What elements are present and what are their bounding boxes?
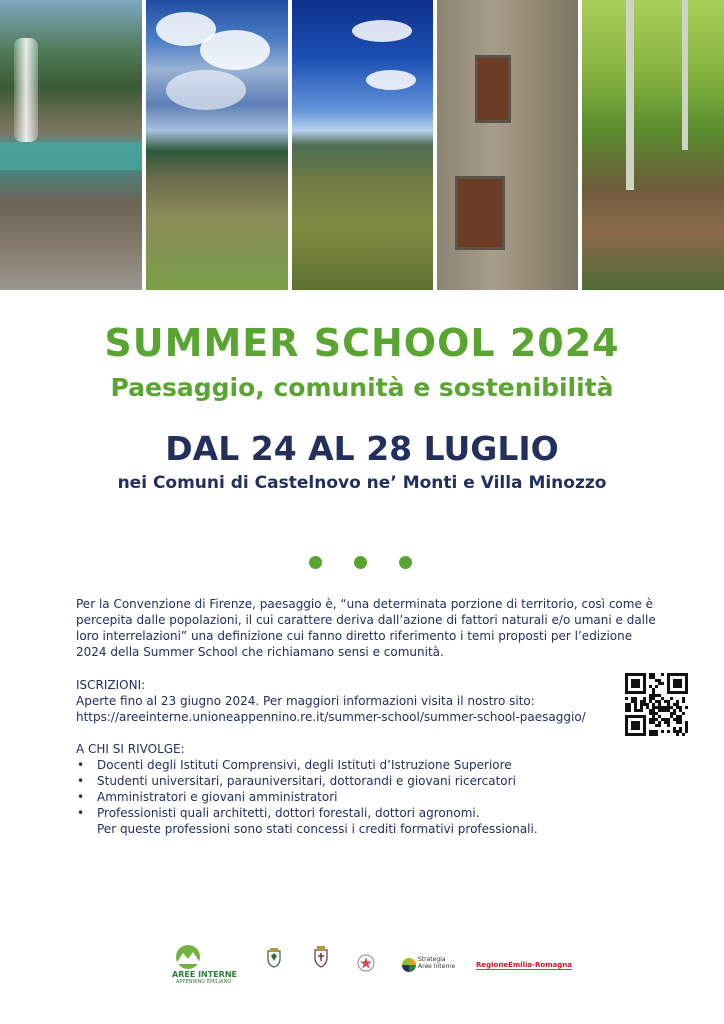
comune-castelnovo-crest-icon	[266, 948, 282, 968]
registration-link[interactable]: https://areeinterne.unioneappennino.re.it/summer-school/summer-school-paesaggio/	[76, 710, 586, 724]
divider-dots	[309, 556, 412, 569]
event-location: nei Comuni di Castelnovo ne’ Monti e Villa Minozzo	[117, 473, 607, 493]
event-dates: DAL 24 AL 28 LUGLIO	[165, 429, 559, 468]
aree-interne-subtitle: APPENNINO EMILIANO	[176, 979, 232, 985]
comune-villa-minozzo-crest-icon	[313, 946, 329, 966]
list-item: • Professionisti quali architetti, dottori forestali, dottori agronomi.	[76, 805, 656, 821]
strategia-aree-interne-logo	[402, 957, 416, 971]
strategia-line2: Aree Interne	[418, 963, 456, 970]
audience-list	[76, 757, 656, 821]
strategia-line1: Strategia	[418, 956, 446, 963]
registration-label: ISCRIZIONI:	[76, 678, 146, 692]
audience-label: A CHI SI RIVOLGE:	[76, 742, 185, 756]
audience-section	[76, 741, 656, 837]
list-item: • Studenti universitari, parauniversitari, dottorandi e giovani ricercatori	[76, 773, 656, 789]
waterfall-photo	[0, 0, 142, 290]
registration-section	[76, 677, 596, 725]
strategia-text	[418, 956, 455, 970]
horses-clouds-photo	[146, 0, 288, 290]
divider-dot	[354, 556, 367, 569]
page-subtitle: Paesaggio, comunità e sostenibilità	[110, 373, 614, 402]
divider-dot	[399, 556, 412, 569]
forest-photo	[582, 0, 724, 290]
photo-strip	[0, 0, 724, 290]
repubblica-emblem-icon	[357, 954, 373, 974]
regione-emilia-romagna-logo: RegioneEmilia-Romagna	[476, 961, 572, 969]
qr-code[interactable]	[625, 673, 688, 736]
aree-interne-logo	[168, 944, 208, 970]
list-item: • Amministratori e giovani amministratori	[76, 789, 656, 805]
registration-text: Aperte fino al 23 giugno 2024. Per maggiori informazioni visita il nostro sito:	[76, 694, 535, 708]
sponsor-logos	[0, 942, 724, 992]
mountain-ridge-photo	[292, 0, 433, 290]
divider-dot	[309, 556, 322, 569]
stone-tower-photo	[437, 0, 578, 290]
page-title: SUMMER SCHOOL 2024	[104, 321, 620, 365]
credits-note: Per queste professioni sono stati concessi i crediti formativi professionali.	[97, 822, 538, 836]
list-item: • Docenti degli Istituti Comprensivi, degli Istituti d’Istruzione Superiore	[76, 757, 656, 773]
intro-paragraph: Per la Convenzione di Firenze, paesaggio è, “una determinata porzione di territorio, così come è percepita dalle popolazioni, il cui carattere deriva dall’azione di fattori naturali e/o umani e dalle loro interrelazioni” una definizione cui fanno diretto riferimento i temi proposti per l’edizione 2024 della Summer School che richiamano sensi e comunità.	[76, 597, 656, 659]
aree-interne-name: AREE INTERNE	[172, 970, 237, 979]
